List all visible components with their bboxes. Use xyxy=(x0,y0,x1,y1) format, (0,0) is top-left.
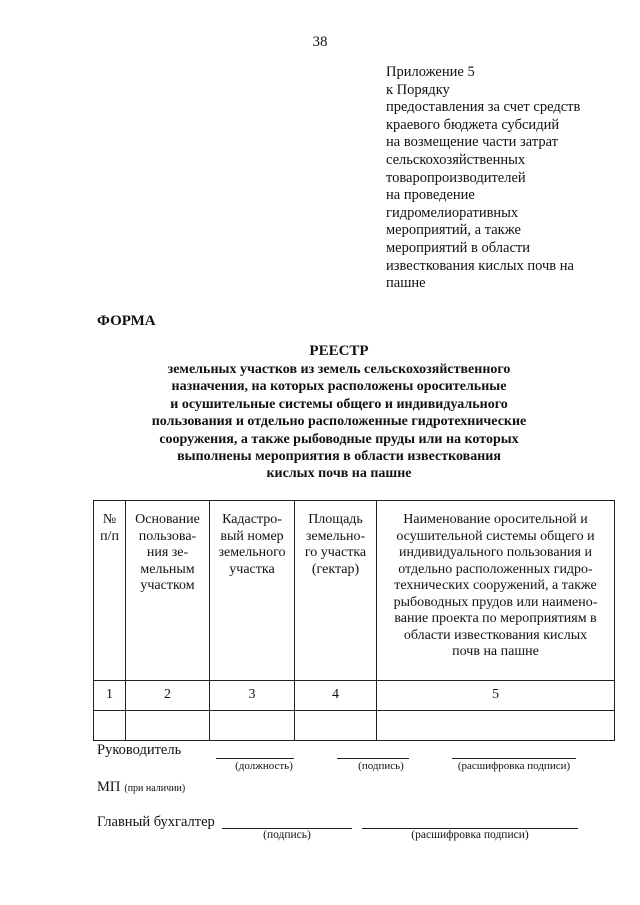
registry-subtitle-line: пользования и отдельно расположенные гидротехнические xyxy=(151,414,527,430)
column-number-cell: 5 xyxy=(377,681,615,711)
appendix-line: к Порядку xyxy=(386,81,450,98)
position-caption: (должность) xyxy=(235,760,293,772)
header-text: (гектар) xyxy=(311,561,360,577)
decode-caption: (расшифровка подписи) xyxy=(457,760,571,772)
appendix-line: краевого бюджета субсидий xyxy=(386,116,560,133)
appendix-line: мероприятий в области xyxy=(386,239,530,256)
appendix-line: предоставления за счет средств xyxy=(386,99,581,116)
header-cell-number xyxy=(94,501,126,681)
appendix-line: товаропроизводителей xyxy=(386,169,526,186)
header-cell-cadastral xyxy=(210,501,295,681)
header-text: мельным xyxy=(140,561,195,577)
header-text: Наименование оросительной и xyxy=(403,512,588,527)
header-text: Кадастро- xyxy=(222,512,282,527)
header-text: № xyxy=(102,512,117,527)
header-text: Площадь xyxy=(308,512,363,527)
signature-line xyxy=(337,758,409,759)
table-cell xyxy=(94,711,126,741)
appendix-line: гидромелиоративных xyxy=(386,204,519,221)
appendix-reference xyxy=(386,64,616,293)
registry-subtitle-line: сооружения, а также рыбоводные пруды или на которых xyxy=(159,431,519,447)
table-cell xyxy=(295,711,377,741)
registry-title xyxy=(110,342,568,483)
table-cell xyxy=(210,711,295,741)
appendix-line: на возмещение части затрат xyxy=(386,134,558,151)
header-text: рыбоводных прудов или наимено- xyxy=(393,594,598,610)
page-number: 38 xyxy=(312,34,328,50)
header-text: земельно- xyxy=(305,528,366,544)
accountant-decode-caption: (расшифровка подписи) xyxy=(411,829,529,841)
column-number-cell: 4 xyxy=(295,681,377,711)
registry-subtitle-line: земельных участков из земель сельскохозяйственного xyxy=(167,362,511,377)
column-number-cell: 3 xyxy=(210,681,295,711)
appendix-line: пашне xyxy=(386,275,426,292)
table-cell xyxy=(377,711,615,741)
header-text: осушительной системы общего и xyxy=(396,528,595,544)
header-text: области известкования кислых xyxy=(403,627,588,643)
head-label: Руководитель xyxy=(97,742,182,758)
accountant-label: Главный бухгалтер xyxy=(97,814,215,830)
appendix-line: мероприятий, а также xyxy=(386,222,521,239)
registry-subtitle-line: кислых почв на пашне xyxy=(266,466,412,482)
stamp-note: (при наличии) xyxy=(124,783,186,794)
registry-subtitle-line: выполнены мероприятия в области известкования xyxy=(177,449,501,465)
column-number-row xyxy=(94,681,615,711)
header-cell-area xyxy=(295,501,377,681)
signature-caption: (подпись) xyxy=(358,760,404,772)
appendix-line: сельскохозяйственных xyxy=(386,151,526,168)
decode-line xyxy=(452,758,576,759)
table-header-row xyxy=(94,501,615,681)
table-cell xyxy=(126,711,210,741)
stamp-label: МП xyxy=(97,779,121,795)
header-text: Основание xyxy=(135,512,200,527)
registry-subtitle-line: и осушительные системы общего и индивидуального xyxy=(170,396,508,412)
appendix-line: Приложение 5 xyxy=(386,64,475,80)
column-number-cell: 1 xyxy=(94,681,126,711)
appendix-line: известкования кислых почв на xyxy=(386,257,574,274)
stamp-block xyxy=(97,778,185,796)
table-row xyxy=(94,711,615,741)
header-text: участка xyxy=(229,561,275,577)
header-text: почв на пашне xyxy=(452,644,539,659)
header-text: отдельно расположенных гидро- xyxy=(398,561,593,577)
header-text: п/п xyxy=(100,528,119,544)
header-cell-basis xyxy=(126,501,210,681)
appendix-line: на проведение xyxy=(386,187,475,204)
registry-title-main: РЕЕСТР xyxy=(309,343,369,359)
header-text: пользова- xyxy=(138,528,197,544)
header-text: вание проекта по мероприятиям в xyxy=(394,611,597,626)
header-text: го участка xyxy=(304,545,367,560)
registry-subtitle-line: назначения, на которых расположены оросительные xyxy=(171,379,507,395)
accountant-signature-caption: (подпись) xyxy=(263,829,311,841)
header-text: земельного xyxy=(218,545,286,560)
header-text: участком xyxy=(140,578,195,593)
header-cell-system-name xyxy=(377,501,615,681)
header-text: ния зе- xyxy=(146,545,189,560)
form-label: ФОРМА xyxy=(97,313,156,329)
registry-table xyxy=(93,500,615,741)
header-text: индивидуального пользования и xyxy=(399,545,592,560)
position-line xyxy=(216,758,294,759)
column-number-cell: 2 xyxy=(126,681,210,711)
header-text: вый номер xyxy=(220,528,284,544)
header-text: технических сооружений, а также xyxy=(394,578,597,593)
